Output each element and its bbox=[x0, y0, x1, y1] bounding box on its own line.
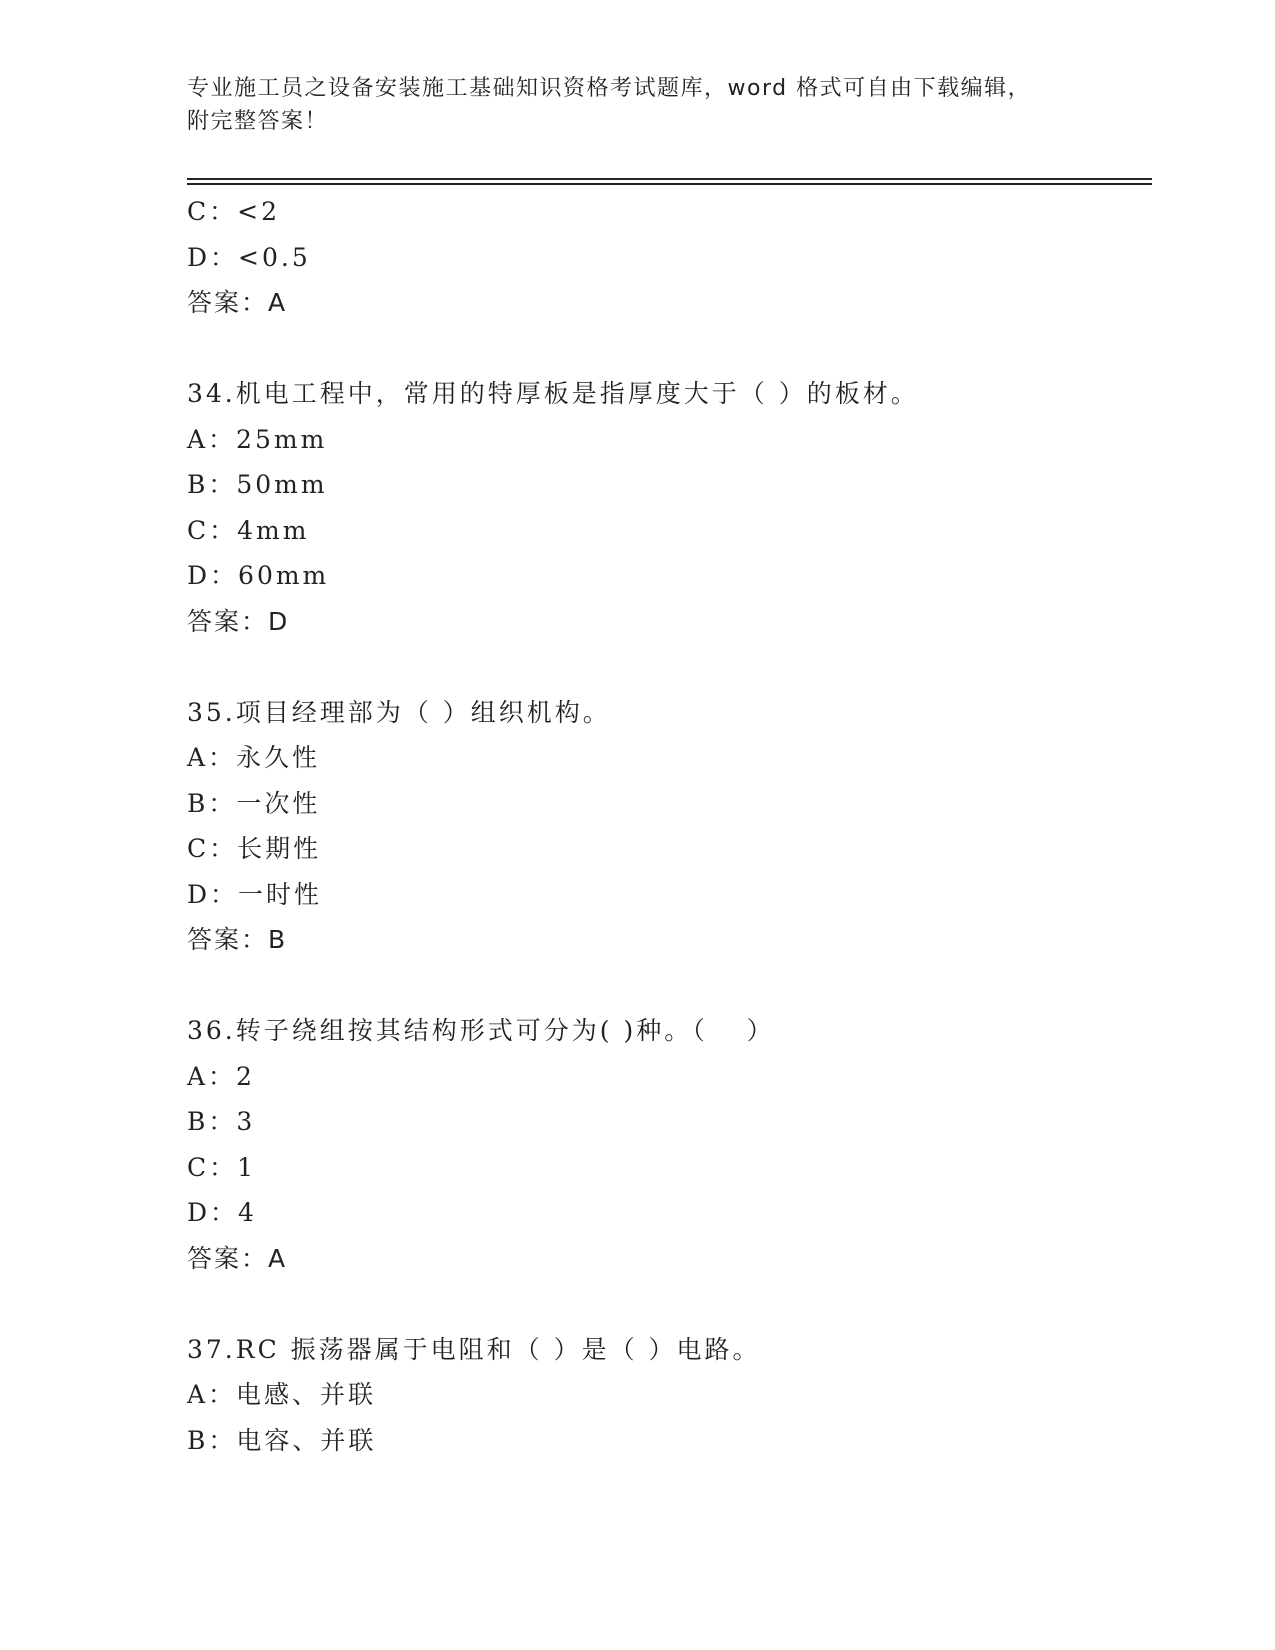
option-a: A：电感、并联 bbox=[187, 1380, 377, 1409]
spacer bbox=[187, 1281, 1147, 1327]
document-header bbox=[187, 72, 1087, 138]
question-block-34 bbox=[187, 371, 1147, 644]
answer-line: 答案：A bbox=[187, 288, 288, 317]
header-divider-bottom bbox=[187, 183, 1152, 185]
spacer bbox=[187, 326, 1147, 372]
option-d: D：4 bbox=[187, 1198, 257, 1227]
spacer bbox=[187, 963, 1147, 1009]
option-a: A：永久性 bbox=[187, 743, 321, 772]
question-block-37 bbox=[187, 1327, 1147, 1464]
option-d: D：<0.5 bbox=[187, 242, 311, 272]
option-c: C：4mm bbox=[187, 515, 310, 545]
option-d: D：60mm bbox=[187, 561, 330, 590]
option-b: B：50mm bbox=[187, 470, 328, 499]
question-list bbox=[187, 189, 1147, 1463]
option-d: D：一时性 bbox=[187, 879, 323, 909]
option-a: A：25mm bbox=[187, 424, 328, 454]
question-text: 34.机电工程中，常用的特厚板是指厚度大于（ ）的板材。 bbox=[187, 379, 919, 408]
header-line-1: 专业施工员之设备安装施工基础知识资格考试题库，word 格式可自由下载编辑， bbox=[187, 76, 1032, 101]
question-block-35 bbox=[187, 690, 1147, 963]
option-b: B：3 bbox=[187, 1107, 256, 1136]
header-divider-top bbox=[187, 178, 1152, 180]
question-block-36 bbox=[187, 1008, 1147, 1281]
header-line-2: 附完整答案！ bbox=[187, 109, 329, 134]
option-a: A：2 bbox=[187, 1061, 255, 1091]
option-c: C：<2 bbox=[187, 197, 280, 226]
question-text: 35.项目经理部为（ ）组织机构。 bbox=[187, 697, 611, 727]
option-b: B：电容、并联 bbox=[187, 1425, 377, 1455]
question-block-33 bbox=[187, 189, 1147, 326]
option-c: C：1 bbox=[187, 1152, 257, 1182]
option-c: C：长期性 bbox=[187, 834, 322, 863]
answer-line: 答案：A bbox=[187, 1243, 288, 1273]
question-text: 37.RC 振荡器属于电阻和（ ）是（ ）电路。 bbox=[187, 1334, 761, 1364]
option-b: B：一次性 bbox=[187, 788, 321, 818]
spacer bbox=[187, 644, 1147, 690]
answer-line: 答案：B bbox=[187, 925, 288, 954]
answer-line: 答案：D bbox=[187, 606, 290, 636]
question-text: 36.转子绕组按其结构形式可分为( )种。（ ） bbox=[187, 1016, 775, 1045]
